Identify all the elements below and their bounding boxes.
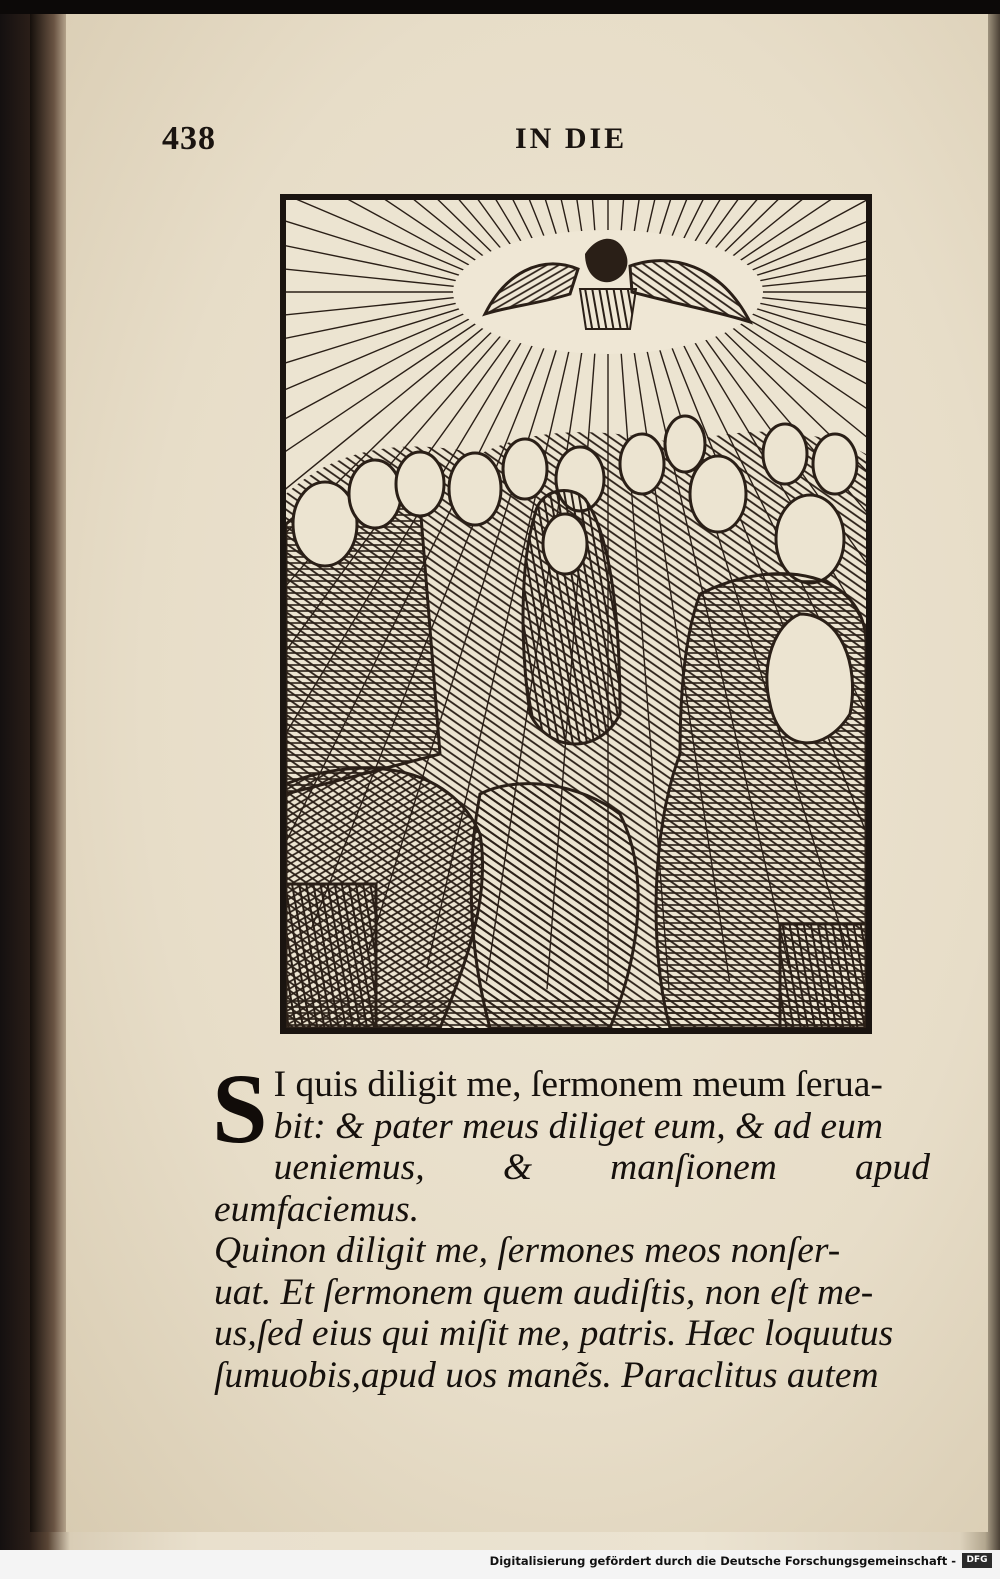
text-line-4: Quinon diligit me, ſermones meos nonſer- [214, 1230, 841, 1271]
text-line-7: ſumuobis,apud uos manẽs. Paraclitus autem [214, 1354, 879, 1396]
body-text [212, 1053, 930, 1396]
running-head: IN DIE [515, 122, 628, 155]
text-line-1: I quis diligit me, ſermonem meum ſerua- [273, 1064, 883, 1105]
pentecost-woodcut-illustration [280, 194, 872, 1034]
book-gutter-shadow [30, 14, 70, 1532]
text-line-2: bit: & pater meus diliget eum, & ad eum [273, 1105, 883, 1147]
text-line-5: uat. Et ſermonem quem audiſtis, non eſt me- [214, 1271, 874, 1313]
text-line-6: us,ſed eius qui miſit me, patris. Hæc loquutus [214, 1313, 894, 1354]
text-line-3: ueniemus, & manſionem apud eumfaciemus. [214, 1147, 930, 1230]
scan-top-edge [0, 0, 1000, 14]
footer-credit: Digitalisierung gefördert durch die Deutsche Forschungsgemeinschaft - [489, 1554, 956, 1568]
drop-cap-initial: S [212, 1053, 268, 1164]
dfg-logo-icon: DFG [962, 1553, 992, 1568]
page-number: 438 [162, 120, 216, 157]
